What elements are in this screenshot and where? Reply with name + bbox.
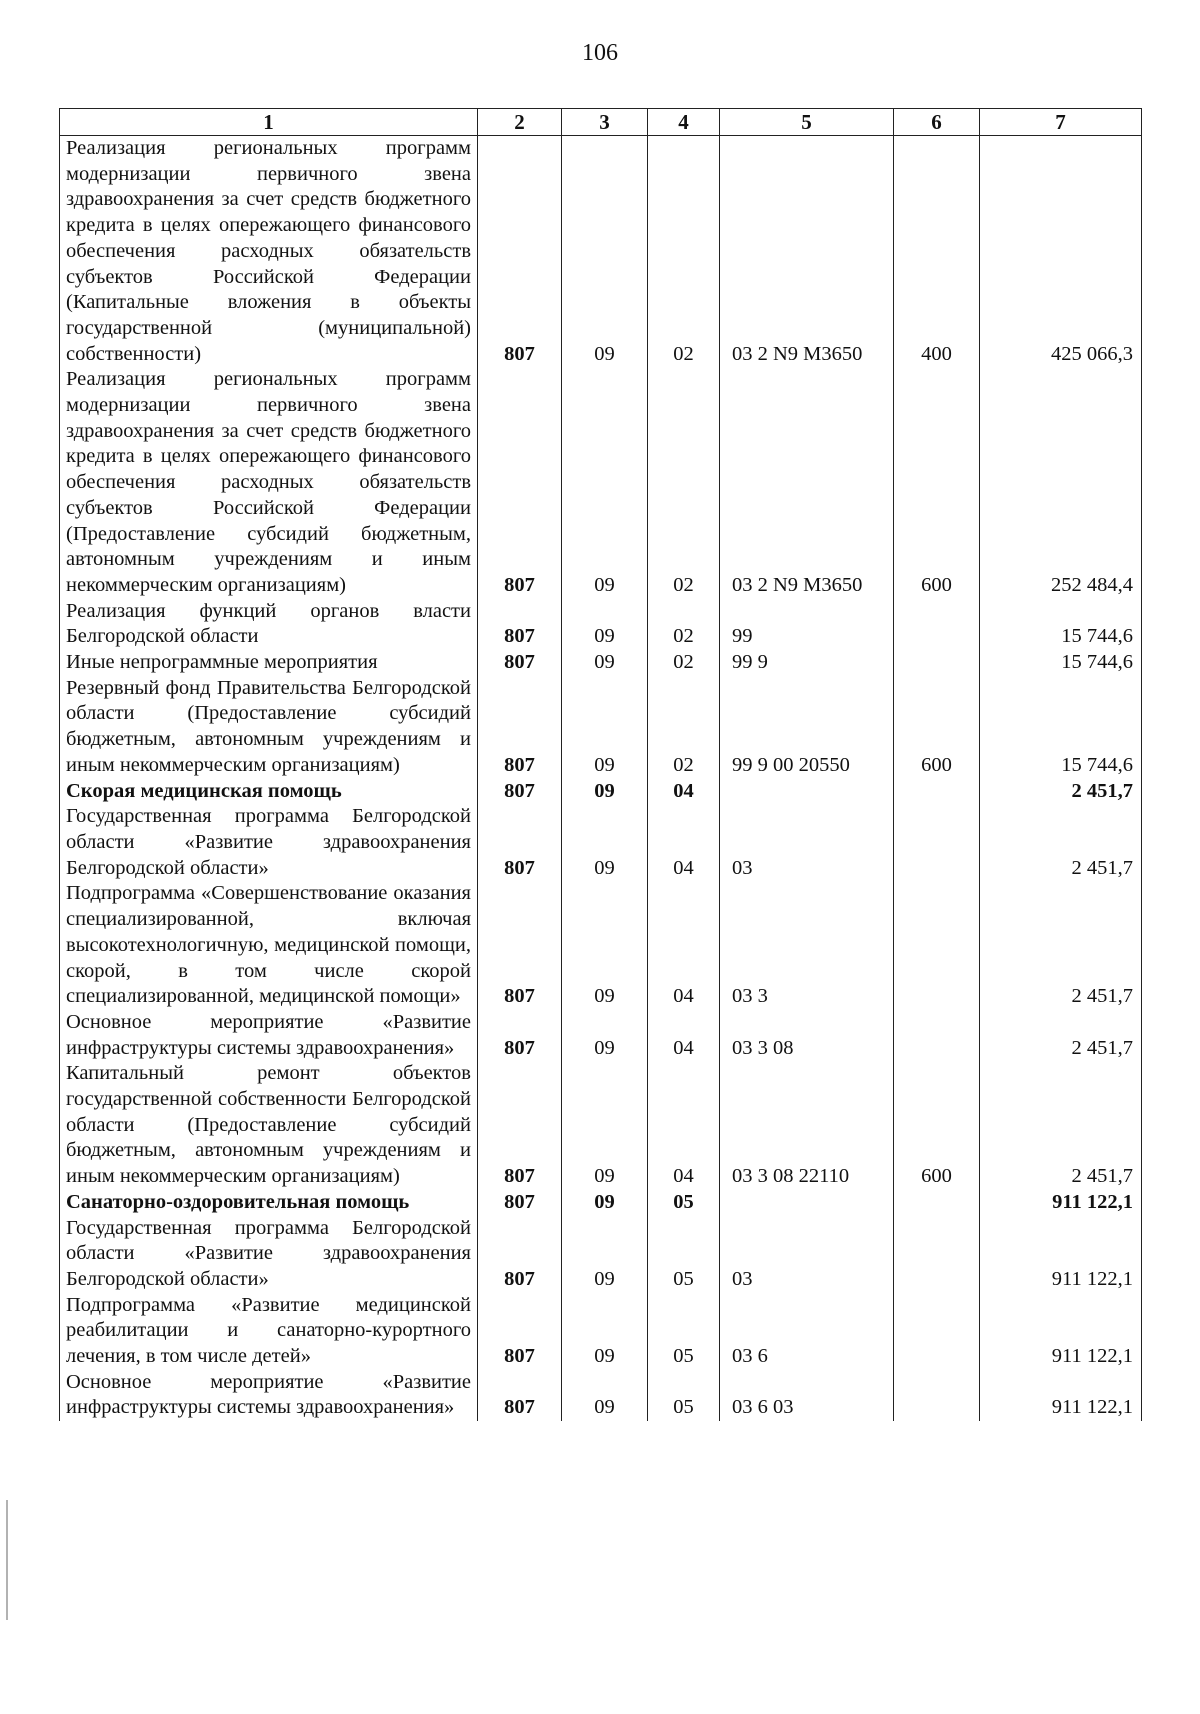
scan-edge-mark bbox=[6, 1500, 8, 1620]
cell-expense-type bbox=[894, 881, 980, 1010]
cell-target-code: 03 6 03 bbox=[720, 1370, 894, 1421]
cell-subsection: 02 bbox=[648, 136, 720, 368]
cell-subsection: 02 bbox=[648, 367, 720, 598]
cell-name: Подпрограмма «Развитие медицинской реабилитации и санаторно-курортного лечения, в том числе детей» bbox=[60, 1293, 478, 1370]
cell-gov: 807 bbox=[478, 599, 562, 650]
cell-gov: 807 bbox=[478, 136, 562, 368]
cell-section: 09 bbox=[562, 1190, 648, 1216]
column-header-name: 1 bbox=[60, 109, 478, 136]
cell-target-code: 03 3 bbox=[720, 881, 894, 1010]
cell-subsection: 04 bbox=[648, 1061, 720, 1190]
table-row bbox=[60, 599, 1142, 650]
cell-target-code: 99 9 bbox=[720, 650, 894, 676]
column-header-target-code: 5 bbox=[720, 109, 894, 136]
cell-subsection: 04 bbox=[648, 1010, 720, 1061]
cell-subsection: 05 bbox=[648, 1370, 720, 1421]
cell-expense-type: 600 bbox=[894, 676, 980, 779]
cell-expense-type bbox=[894, 804, 980, 881]
column-header-amount: 7 bbox=[980, 109, 1142, 136]
table-row bbox=[60, 676, 1142, 779]
cell-gov: 807 bbox=[478, 779, 562, 805]
cell-name: Реализация функций органов власти Белгородской области bbox=[60, 599, 478, 650]
cell-gov: 807 bbox=[478, 1190, 562, 1216]
cell-gov: 807 bbox=[478, 1216, 562, 1293]
cell-target-code: 03 6 bbox=[720, 1293, 894, 1370]
cell-section: 09 bbox=[562, 1293, 648, 1370]
cell-gov: 807 bbox=[478, 804, 562, 881]
cell-subsection: 02 bbox=[648, 676, 720, 779]
cell-expense-type: 400 bbox=[894, 136, 980, 368]
table-row bbox=[60, 881, 1142, 1010]
cell-gov: 807 bbox=[478, 1370, 562, 1421]
cell-subsection: 05 bbox=[648, 1216, 720, 1293]
column-header-section: 3 bbox=[562, 109, 648, 136]
cell-gov: 807 bbox=[478, 1010, 562, 1061]
cell-section: 09 bbox=[562, 1216, 648, 1293]
cell-section: 09 bbox=[562, 1370, 648, 1421]
cell-section: 09 bbox=[562, 804, 648, 881]
table-row bbox=[60, 650, 1142, 676]
cell-target-code: 03 3 08 22110 bbox=[720, 1061, 894, 1190]
column-header-gov: 2 bbox=[478, 109, 562, 136]
cell-section: 09 bbox=[562, 136, 648, 368]
cell-amount: 2 451,7 bbox=[980, 881, 1142, 1010]
cell-amount: 911 122,1 bbox=[980, 1370, 1142, 1421]
table-row bbox=[60, 1370, 1142, 1421]
cell-gov: 807 bbox=[478, 881, 562, 1010]
cell-expense-type bbox=[894, 1216, 980, 1293]
cell-expense-type bbox=[894, 1190, 980, 1216]
cell-target-code bbox=[720, 779, 894, 805]
cell-name: Реализация региональных программ модернизации первичного звена здравоохранения за счет средств бюджетного кредита в целях опережающего финансового обеспечения расходных обязательств субъектов Российской Федерации (Капитальные вложения в объекты государственной (муниципальной) собственности) bbox=[60, 136, 478, 368]
cell-gov: 807 bbox=[478, 1061, 562, 1190]
cell-gov: 807 bbox=[478, 676, 562, 779]
page-number: 106 bbox=[582, 40, 618, 66]
table-row bbox=[60, 1293, 1142, 1370]
cell-target-code: 99 9 00 20550 bbox=[720, 676, 894, 779]
cell-section: 09 bbox=[562, 676, 648, 779]
cell-amount: 15 744,6 bbox=[980, 599, 1142, 650]
cell-section: 09 bbox=[562, 650, 648, 676]
cell-gov: 807 bbox=[478, 1293, 562, 1370]
cell-section: 09 bbox=[562, 1010, 648, 1061]
cell-section: 09 bbox=[562, 779, 648, 805]
cell-name: Государственная программа Белгородской области «Развитие здравоохранения Белгородской области» bbox=[60, 1216, 478, 1293]
cell-section: 09 bbox=[562, 599, 648, 650]
table-row bbox=[60, 1061, 1142, 1190]
cell-expense-type bbox=[894, 779, 980, 805]
cell-subsection: 05 bbox=[648, 1190, 720, 1216]
cell-name: Иные непрограммные мероприятия bbox=[60, 650, 478, 676]
table-row bbox=[60, 367, 1142, 598]
cell-expense-type bbox=[894, 599, 980, 650]
cell-name: Резервный фонд Правительства Белгородской области (Предоставление субсидий бюджетным, автономным учреждениям и иным некоммерческим организациям) bbox=[60, 676, 478, 779]
table-row bbox=[60, 804, 1142, 881]
cell-section: 09 bbox=[562, 881, 648, 1010]
cell-subsection: 02 bbox=[648, 599, 720, 650]
cell-name: Капитальный ремонт объектов государственной собственности Белгородской области (Предоставление субсидий бюджетным, автономным учреждениям и иным некоммерческим организациям) bbox=[60, 1061, 478, 1190]
table-row bbox=[60, 1010, 1142, 1061]
cell-subsection: 04 bbox=[648, 779, 720, 805]
cell-gov: 807 bbox=[478, 367, 562, 598]
cell-amount: 425 066,3 bbox=[980, 136, 1142, 368]
table-row bbox=[60, 136, 1142, 368]
cell-amount: 2 451,7 bbox=[980, 779, 1142, 805]
cell-section: 09 bbox=[562, 1061, 648, 1190]
cell-name: Основное мероприятие «Развитие инфраструктуры системы здравоохранения» bbox=[60, 1370, 478, 1421]
table-row bbox=[60, 1216, 1142, 1293]
cell-target-code: 03 bbox=[720, 1216, 894, 1293]
table-header-row bbox=[60, 109, 1142, 136]
cell-amount: 2 451,7 bbox=[980, 1010, 1142, 1061]
cell-expense-type bbox=[894, 650, 980, 676]
cell-amount: 15 744,6 bbox=[980, 676, 1142, 779]
cell-amount: 911 122,1 bbox=[980, 1293, 1142, 1370]
cell-target-code: 03 bbox=[720, 804, 894, 881]
cell-target-code: 03 3 08 bbox=[720, 1010, 894, 1061]
cell-amount: 15 744,6 bbox=[980, 650, 1142, 676]
cell-amount: 2 451,7 bbox=[980, 1061, 1142, 1190]
cell-subsection: 05 bbox=[648, 1293, 720, 1370]
cell-target-code: 03 2 N9 M3650 bbox=[720, 136, 894, 368]
table-body bbox=[60, 136, 1142, 1422]
cell-target-code: 03 2 N9 M3650 bbox=[720, 367, 894, 598]
cell-expense-type: 600 bbox=[894, 367, 980, 598]
column-header-subsection: 4 bbox=[648, 109, 720, 136]
cell-expense-type: 600 bbox=[894, 1061, 980, 1190]
cell-subsection: 04 bbox=[648, 804, 720, 881]
cell-name: Санаторно-оздоровительная помощь bbox=[60, 1190, 478, 1216]
cell-amount: 2 451,7 bbox=[980, 804, 1142, 881]
cell-name: Государственная программа Белгородской области «Развитие здравоохранения Белгородской области» bbox=[60, 804, 478, 881]
cell-amount: 911 122,1 bbox=[980, 1190, 1142, 1216]
cell-amount: 252 484,4 bbox=[980, 367, 1142, 598]
cell-target-code bbox=[720, 1190, 894, 1216]
cell-target-code: 99 bbox=[720, 599, 894, 650]
cell-name: Основное мероприятие «Развитие инфраструктуры системы здравоохранения» bbox=[60, 1010, 478, 1061]
cell-expense-type bbox=[894, 1370, 980, 1421]
cell-gov: 807 bbox=[478, 650, 562, 676]
cell-subsection: 02 bbox=[648, 650, 720, 676]
cell-expense-type bbox=[894, 1010, 980, 1061]
cell-name: Подпрограмма «Совершенствование оказания специализированной, включая высокотехнологичную, медицинской помощи, скорой, в том числе скорой специализированной, медицинской помощи» bbox=[60, 881, 478, 1010]
column-header-expense-type: 6 bbox=[894, 109, 980, 136]
cell-name: Скорая медицинская помощь bbox=[60, 779, 478, 805]
cell-subsection: 04 bbox=[648, 881, 720, 1010]
table-row bbox=[60, 1190, 1142, 1216]
cell-expense-type bbox=[894, 1293, 980, 1370]
table-row bbox=[60, 779, 1142, 805]
cell-amount: 911 122,1 bbox=[980, 1216, 1142, 1293]
cell-section: 09 bbox=[562, 367, 648, 598]
cell-name: Реализация региональных программ модернизации первичного звена здравоохранения за счет средств бюджетного кредита в целях опережающего финансового обеспечения расходных обязательств субъектов Российской Федерации (Предоставление субсидий бюджетным, автономным учреждениям и иным некоммерческим организациям) bbox=[60, 367, 478, 598]
budget-table bbox=[59, 108, 1142, 1421]
